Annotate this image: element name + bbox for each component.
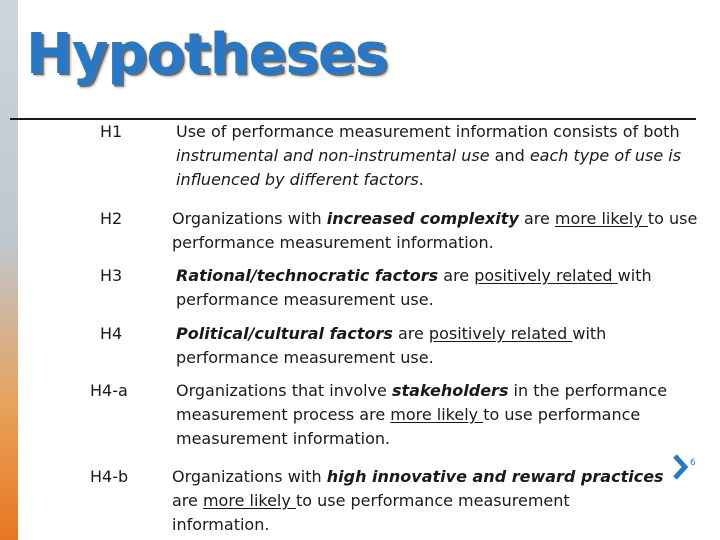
h4a-emphasis: stakeholders xyxy=(391,381,509,400)
hypothesis-text-h4b xyxy=(172,465,672,537)
h4b-underline: more likely xyxy=(202,491,296,510)
hypothesis-label-h4b: H4-b xyxy=(90,467,129,486)
hypothesis-text-h1 xyxy=(176,120,706,192)
hypothesis-label-h4a: H4-a xyxy=(90,381,128,400)
hypothesis-text-h2 xyxy=(172,207,702,255)
h3-text-part: are xyxy=(438,266,475,285)
chevron-right-icon xyxy=(672,454,688,480)
h4-underline: positively related xyxy=(428,324,573,343)
h1-text-part: Use of performance measurement information consists of both xyxy=(176,122,680,141)
hypothesis-label-h1: H1 xyxy=(100,122,123,141)
h1-text-part: . xyxy=(418,170,424,189)
h4b-text-part: Organizations with xyxy=(172,467,327,486)
h4-emphasis: Political/cultural factors xyxy=(176,324,393,343)
h4a-text-part: in the performance measurement process are xyxy=(176,381,668,424)
h3-underline: positively related xyxy=(474,266,618,285)
h2-text-part: are xyxy=(518,209,555,228)
h2-text-part: Organizations with xyxy=(172,209,327,228)
hypothesis-text-h3 xyxy=(176,264,706,312)
h4a-underline: more likely xyxy=(390,405,484,424)
h2-text-part: to use performance measurement information. xyxy=(172,209,698,252)
hypothesis-text-h4a xyxy=(176,379,676,451)
h4-text-part: are xyxy=(392,324,429,343)
h1-text-part: and xyxy=(489,146,530,165)
h4a-text-part: to use performance measurement information. xyxy=(176,405,641,448)
h2-emphasis: increased complexity xyxy=(326,209,519,228)
h4a-text-part: Organizations that involve xyxy=(176,381,392,400)
h4-text-part: with performance measurement use. xyxy=(176,324,607,367)
hypothesis-label-h3: H3 xyxy=(100,266,123,285)
page-title: Hypotheses xyxy=(26,22,388,87)
h3-text-part: with performance measurement use. xyxy=(176,266,652,309)
hypothesis-label-h4: H4 xyxy=(100,324,123,343)
h1-emphasis: each type of use is influenced by different factors xyxy=(176,146,682,189)
h1-emphasis: instrumental and non-instrumental use xyxy=(176,146,490,165)
h2-underline: more likely xyxy=(554,209,648,228)
h4b-emphasis: high innovative and reward practices xyxy=(326,467,664,486)
h4b-text-part: are xyxy=(172,491,203,510)
h3-emphasis: Rational/technocratic factors xyxy=(176,266,439,285)
hypothesis-text-h4 xyxy=(176,322,706,370)
page-number: 6 xyxy=(690,458,696,468)
hypothesis-label-h2: H2 xyxy=(100,209,123,228)
decorative-side-bar xyxy=(0,0,18,540)
h4b-text-part: to use performance measurement information. xyxy=(172,491,570,534)
